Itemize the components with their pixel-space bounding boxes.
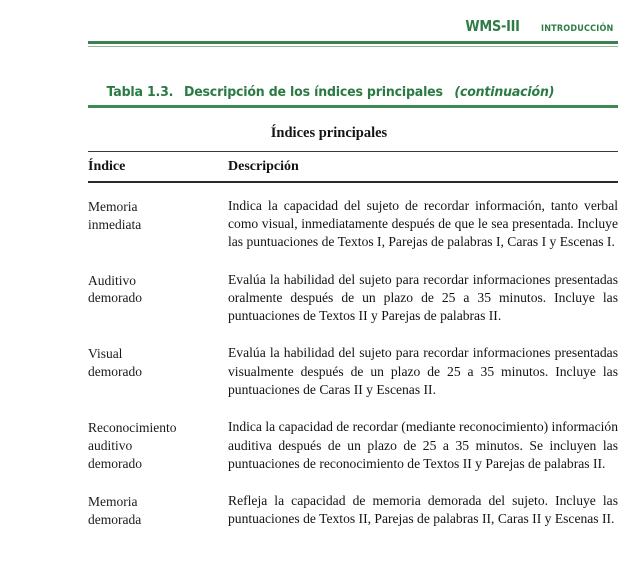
row-index-line-2: demorado — [88, 290, 142, 306]
row-index-line-2: auditivo — [88, 438, 133, 454]
table-caption-continued: (continuación) — [454, 84, 555, 100]
row-index-line-3: demorado — [88, 456, 142, 472]
table-row — [88, 492, 618, 529]
row-index-line-1: Visual — [88, 346, 123, 362]
header-rule-thick — [88, 41, 618, 44]
running-head-titles — [461, 17, 618, 35]
header-rule-thin — [88, 46, 618, 47]
row-index-line-1: Memoria — [88, 198, 138, 214]
running-head-book-title: WMS-III — [465, 17, 521, 35]
row-description: Evalúa la habilidad del sujeto para recordar informaciones presentadas oralmente después de un plazo de 25 a 35 minutos. Incluye las puntuaciones de Textos II y Parejas de palabras II. — [228, 271, 618, 324]
row-index-line-2: demorada — [88, 512, 142, 528]
running-head-section-title: introducción — [541, 19, 614, 34]
table-row — [88, 197, 618, 252]
row-description: Evalúa la habilidad del sujeto para recordar informaciones presentadas visualmente después de un plazo de 25 a 35 minutos. Incluye las puntuaciones de Caras II y Escenas II. — [228, 345, 618, 397]
table-caption-number: Tabla 1.3. — [106, 84, 174, 100]
row-index-label — [88, 418, 228, 473]
row-index-label — [88, 492, 228, 529]
table-row — [88, 271, 618, 326]
row-description: Indica la capacidad de recordar (mediante reconocimiento) información auditiva después de un plazo de 25 a 35 minutos. Se incluyen las puntuaciones de reconocimiento de Textos II y Parejas de palabras II. — [228, 419, 618, 471]
row-index-line-2: demorado — [88, 364, 142, 380]
row-index-label — [88, 271, 228, 326]
table-1-3 — [88, 84, 618, 529]
table-supertitle: Índices principales — [270, 124, 388, 141]
table-row — [88, 344, 618, 399]
table-caption-rule — [88, 105, 618, 108]
row-description: Indica la capacidad del sujeto de recordar información, tanto verbal como visual, inmediatamente después de que le sea presentada. Incluye las puntuaciones de Textos I, Parejas de palabras I, Caras I y Escenas I. — [228, 197, 618, 250]
row-index-line-1: Reconocimiento — [88, 420, 177, 436]
table-column-headers — [88, 152, 618, 181]
row-index-label — [88, 197, 228, 252]
table-caption-text: Descripción de los índices principales — [183, 84, 443, 100]
page-running-head — [0, 0, 640, 58]
column-header-indice: Índice — [88, 159, 126, 175]
table-row — [88, 418, 618, 473]
table-body — [88, 183, 618, 529]
row-index-line-1: Memoria — [88, 494, 138, 510]
row-index-label — [88, 344, 228, 399]
row-description: Refleja la capacidad de memoria demorada del sujeto. Incluye las puntuaciones de Textos II, Parejas de palabras II, Caras II y Escenas II. — [228, 493, 618, 527]
row-index-line-1: Auditivo — [88, 272, 137, 288]
table-caption — [107, 84, 600, 100]
row-index-line-2: inmediata — [88, 216, 142, 232]
column-header-descripcion: Descripción — [228, 159, 299, 175]
